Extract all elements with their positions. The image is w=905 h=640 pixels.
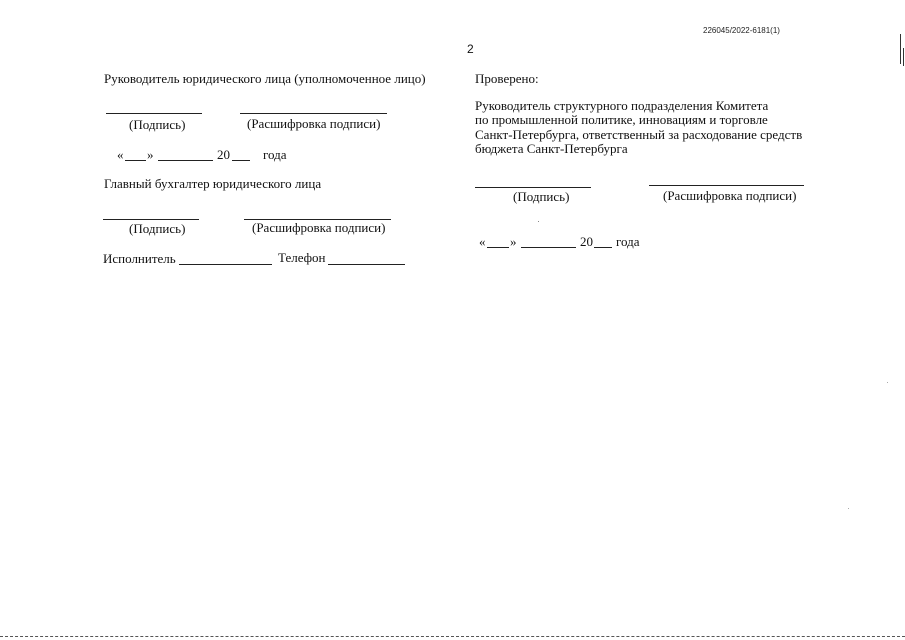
date-year-prefix: 20 [217, 147, 230, 162]
signature-label: (Подпись) [129, 117, 186, 132]
executor-label: Исполнитель [103, 251, 176, 266]
date-month-line [158, 160, 213, 161]
page-number: 2 [467, 42, 474, 56]
scan-edge-mark [900, 34, 901, 64]
scan-speck [538, 221, 539, 222]
date-month-line [521, 247, 576, 248]
signature-line [106, 113, 202, 114]
document-number: 226045/2022-6181(1) [703, 26, 780, 35]
committee-head-line-1: Руководитель структурного подразделения Комитета [475, 98, 769, 113]
date-quote-open: « [117, 147, 124, 162]
committee-head-line-4: бюджета Санкт-Петербурга [475, 141, 628, 156]
decoding-label: (Расшифровка подписи) [247, 116, 381, 131]
committee-head-line-3: Санкт-Петербурга, ответственный за расходование средств [475, 127, 803, 142]
date-quote-close: » [510, 234, 517, 249]
date-year-line [594, 247, 612, 248]
signature-line [475, 187, 591, 188]
chief-accountant-title: Главный бухгалтер юридического лица [104, 176, 322, 191]
signature-line [103, 219, 199, 220]
checked-label: Проверено: [475, 71, 539, 86]
date-day-line [487, 247, 509, 248]
signature-label: (Подпись) [129, 221, 186, 236]
phone-line [328, 264, 405, 265]
decoding-line [240, 113, 387, 114]
scan-speck [848, 508, 849, 509]
signature-label: (Подпись) [513, 189, 570, 204]
date-day-line [125, 160, 146, 161]
scan-edge-mark [903, 48, 904, 66]
date-year-line [232, 160, 250, 161]
date-year-suffix: года [263, 147, 287, 162]
committee-head-line-2: по промышленной политике, инновациям и торговле [475, 112, 768, 127]
date-quote-close: » [147, 147, 154, 162]
phone-label: Телефон [278, 250, 326, 265]
decoding-label: (Расшифровка подписи) [663, 188, 797, 203]
date-year-prefix: 20 [580, 234, 593, 249]
date-quote-open: « [479, 234, 486, 249]
head-legal-entity-title: Руководитель юридического лица (уполномоченное лицо) [104, 71, 426, 86]
scan-bottom-edge [0, 636, 905, 637]
decoding-line [649, 185, 804, 186]
decoding-label: (Расшифровка подписи) [252, 220, 386, 235]
date-year-suffix: года [616, 234, 640, 249]
executor-line [179, 264, 272, 265]
scan-speck [887, 382, 888, 383]
